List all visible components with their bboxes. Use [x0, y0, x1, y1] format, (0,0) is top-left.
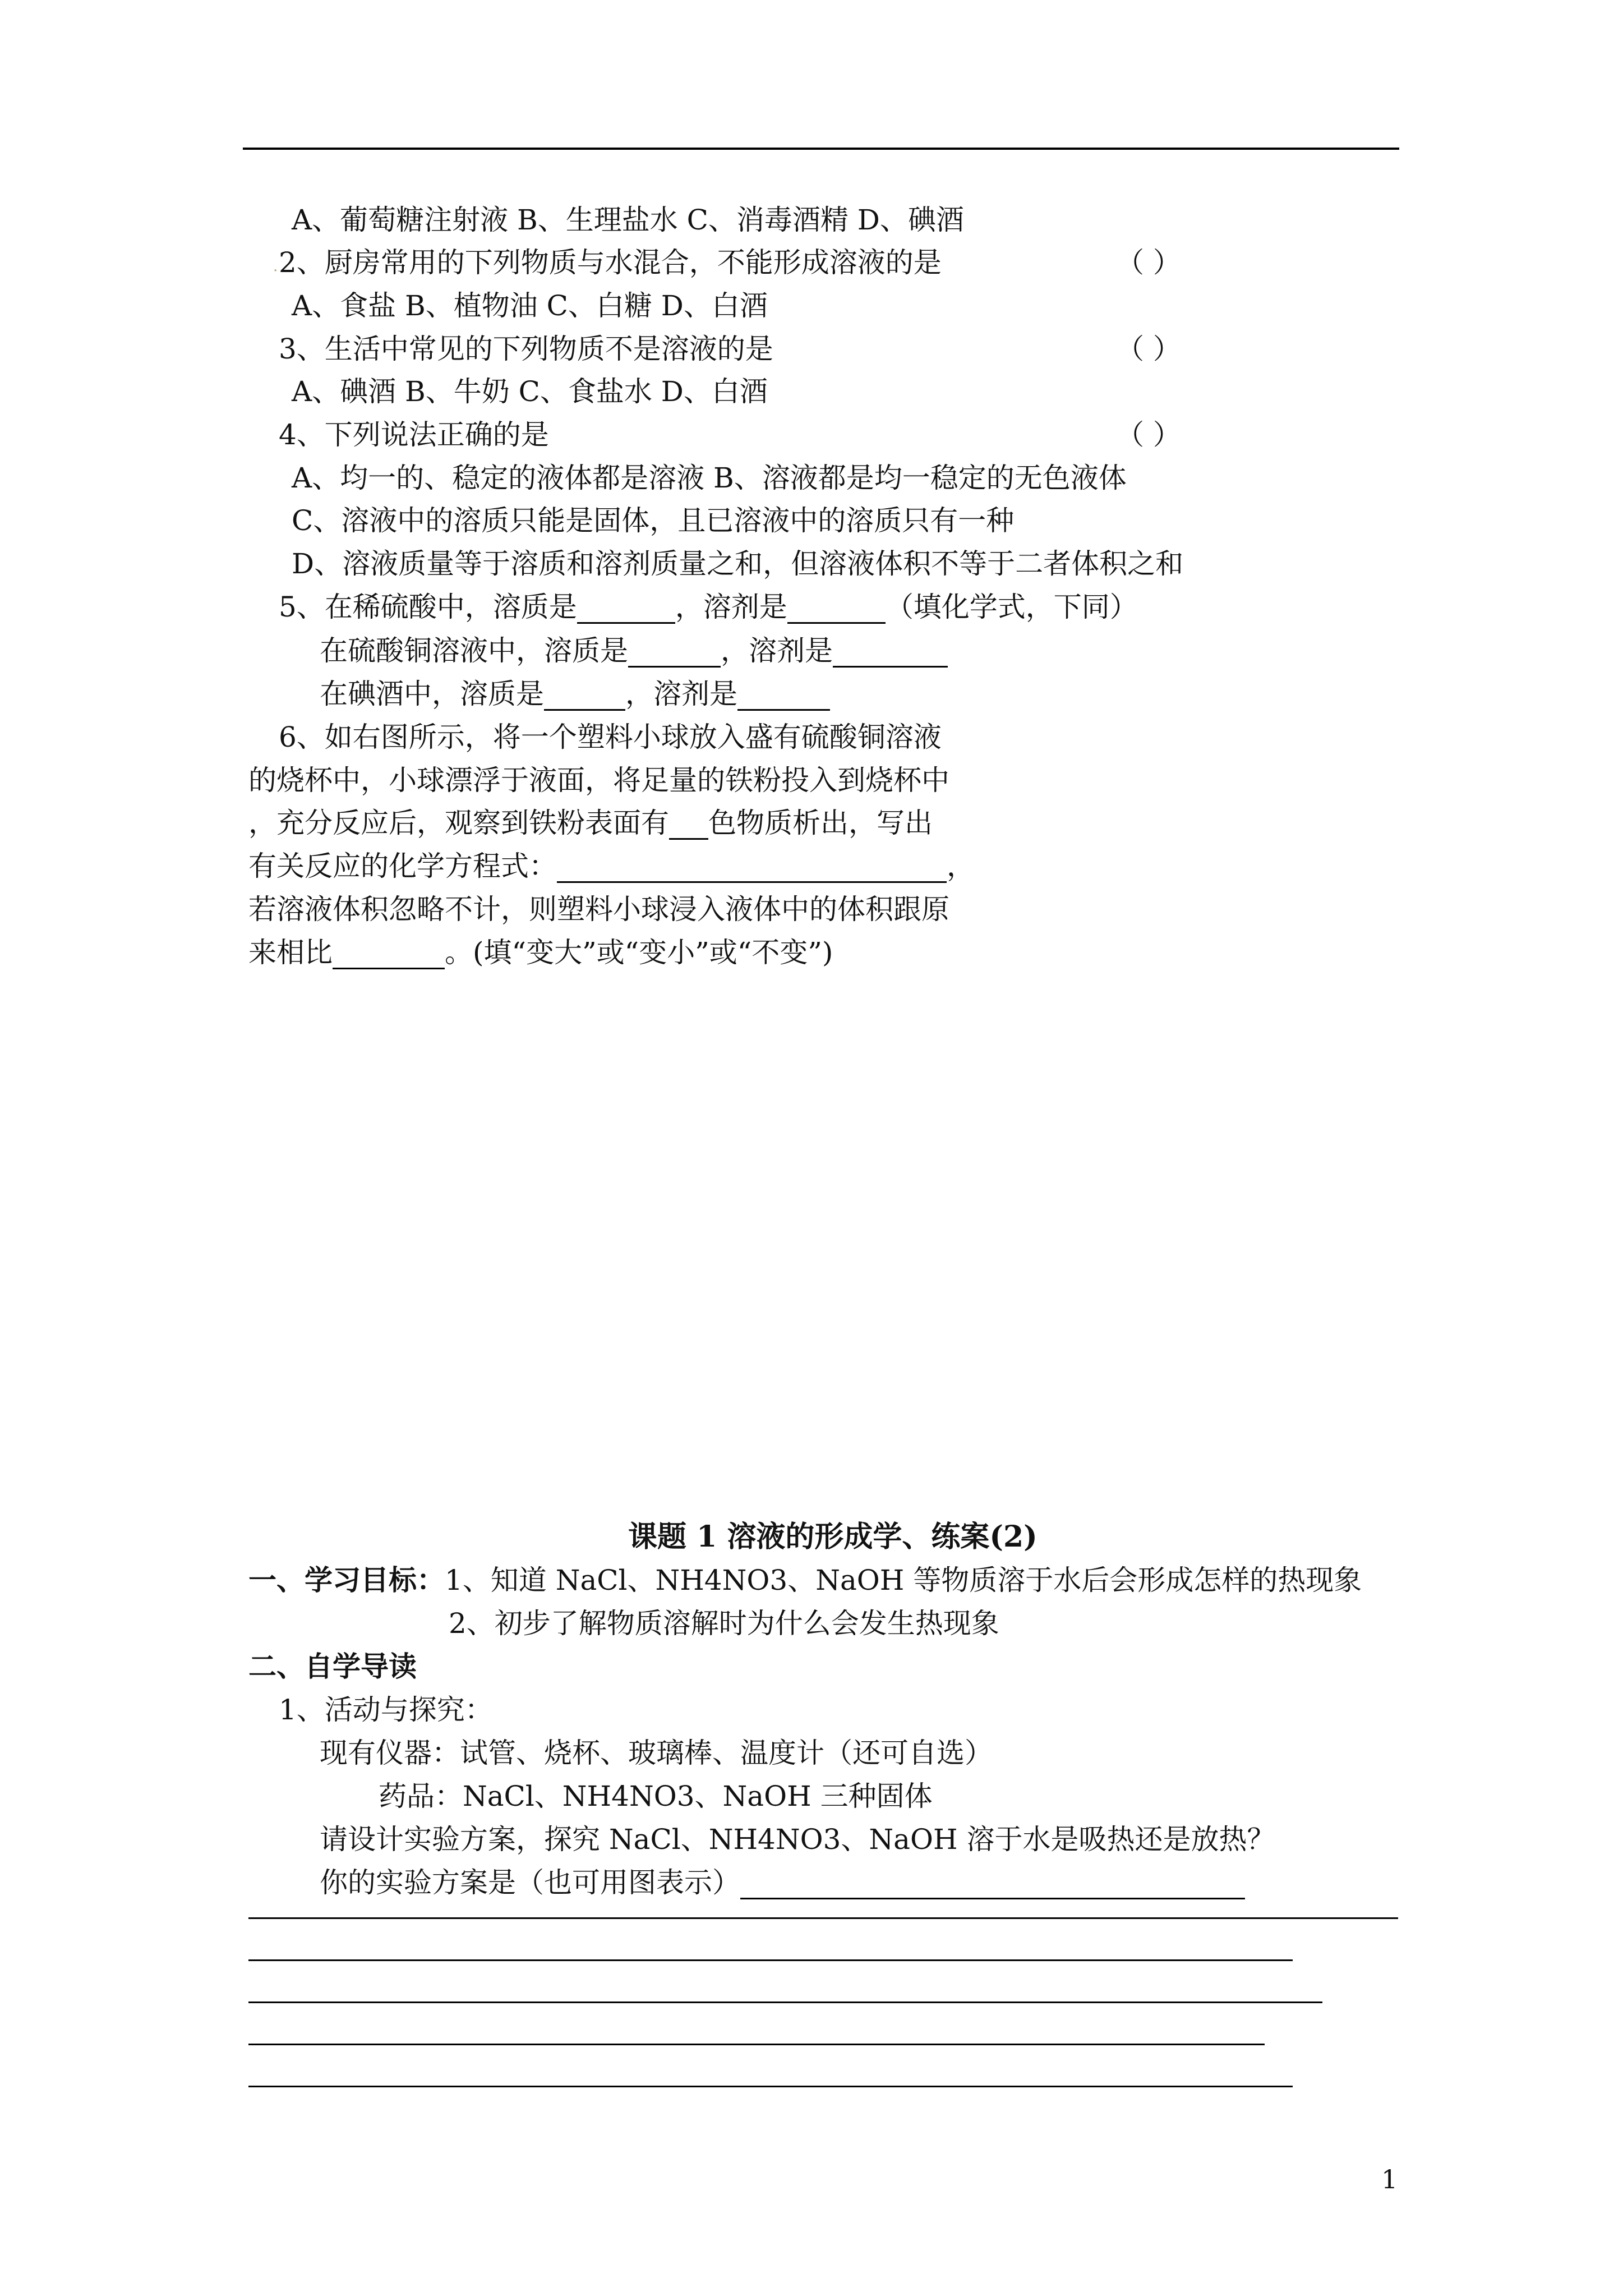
q3-answer-paren: （ ） — [1116, 333, 1181, 365]
section-title: 课题 1 溶液的形成学、练案(2) — [628, 1520, 1038, 1554]
fill-blank[interactable] — [557, 852, 947, 883]
reagents-line: 药品：NaCl、NH4NO3、NaOH 三种固体 — [379, 1780, 933, 1812]
answer-line[interactable] — [248, 1959, 1293, 1961]
q5-line-1: 5、在稀硫酸中，溶质是 ，溶剂是 （填化学式，下同） — [279, 591, 1138, 623]
answer-line[interactable] — [248, 2086, 1293, 2087]
q4-stem: 4、下列说法正确的是 — [279, 418, 549, 451]
goal-1: 1、知道 NaCl、NH4NO3、NaOH 等物质溶于水后会形成怎样的热现象 — [445, 1564, 1362, 1596]
fill-blank[interactable] — [544, 680, 625, 711]
q1-options: A、葡萄糖注射液 B、生理盐水 C、消毒酒精 D、碘酒 — [292, 204, 964, 236]
fill-blank[interactable] — [577, 593, 675, 624]
q6-line-6: 来相比 。(填“变大”或“变小”或“不变”) — [248, 936, 833, 969]
q6-line-4: 有关反应的化学方程式： ， — [248, 850, 975, 882]
q4-option-c: C、溶液中的溶质只能是固体，且已溶液中的溶质只有一种 — [292, 504, 1015, 537]
fill-blank[interactable] — [787, 593, 886, 624]
fill-blank[interactable] — [628, 637, 721, 668]
q6-line-3: ，充分反应后，观察到铁粉表面有 色物质析出，写出 — [248, 807, 933, 839]
q4-answer-paren: （ ） — [1116, 418, 1181, 451]
q2-answer-paren: （ ） — [1116, 246, 1181, 279]
design-prompt: 请设计实验方案，探究 NaCl、NH4NO3、NaOH 溶于水是吸热还是放热？ — [320, 1823, 1275, 1856]
reading-heading: 二、自学导读 — [248, 1650, 417, 1683]
plan-prompt: 你的实验方案是（也可用图表示） — [320, 1866, 1245, 1899]
fill-blank[interactable] — [333, 938, 445, 969]
q4-option-ab: A、均一的、稳定的液体都是溶液 B、溶液都是均一稳定的无色液体 — [292, 462, 1127, 494]
q3-options: A、碘酒 B、牛奶 C、食盐水 D、白酒 — [292, 375, 768, 408]
fill-blank[interactable] — [740, 1869, 1245, 1899]
goals-heading: 一、学习目标： — [248, 1563, 445, 1596]
header-rule — [243, 148, 1399, 150]
answer-line[interactable] — [248, 2001, 1322, 2003]
q6-line-1: 6、如右图所示，将一个塑料小球放入盛有硫酸铜溶液 — [279, 721, 942, 753]
fill-blank[interactable] — [833, 637, 948, 668]
goal-2: 2、初步了解物质溶解时为什么会发生热现象 — [449, 1607, 999, 1640]
edit-mark: . — [273, 258, 278, 275]
goals-row — [248, 1563, 1362, 1597]
q6-line-5: 若溶液体积忽略不计，则塑料小球浸入液体中的体积跟原 — [248, 893, 949, 926]
q2-stem: 2、厨房常用的下列物质与水混合，不能形成溶液的是 — [279, 246, 942, 279]
q3-stem: 3、生活中常见的下列物质不是溶液的是 — [279, 333, 773, 365]
instruments-line: 现有仪器：试管、烧杯、玻璃棒、温度计（还可自选） — [320, 1737, 993, 1769]
fill-blank[interactable] — [737, 680, 830, 711]
q4-option-d: D、溶液质量等于溶质和溶剂质量之和，但溶液体积不等于二者体积之和 — [292, 547, 1184, 580]
page-number: 1 — [1381, 2164, 1398, 2194]
answer-line[interactable] — [248, 2044, 1265, 2045]
q6-line-2: 的烧杯中，小球漂浮于液面，将足量的铁粉投入到烧杯中 — [248, 764, 949, 797]
activity-heading: 1、活动与探究： — [279, 1694, 493, 1726]
q5-line-3: 在碘酒中，溶质是 ，溶剂是 — [320, 677, 830, 711]
answer-line[interactable] — [248, 1917, 1398, 1919]
q5-line-2: 在硫酸铜溶液中，溶质是 ，溶剂是 — [320, 634, 948, 668]
fill-blank[interactable] — [669, 809, 708, 840]
q2-options: A、食盐 B、植物油 C、白糖 D、白酒 — [292, 289, 768, 322]
